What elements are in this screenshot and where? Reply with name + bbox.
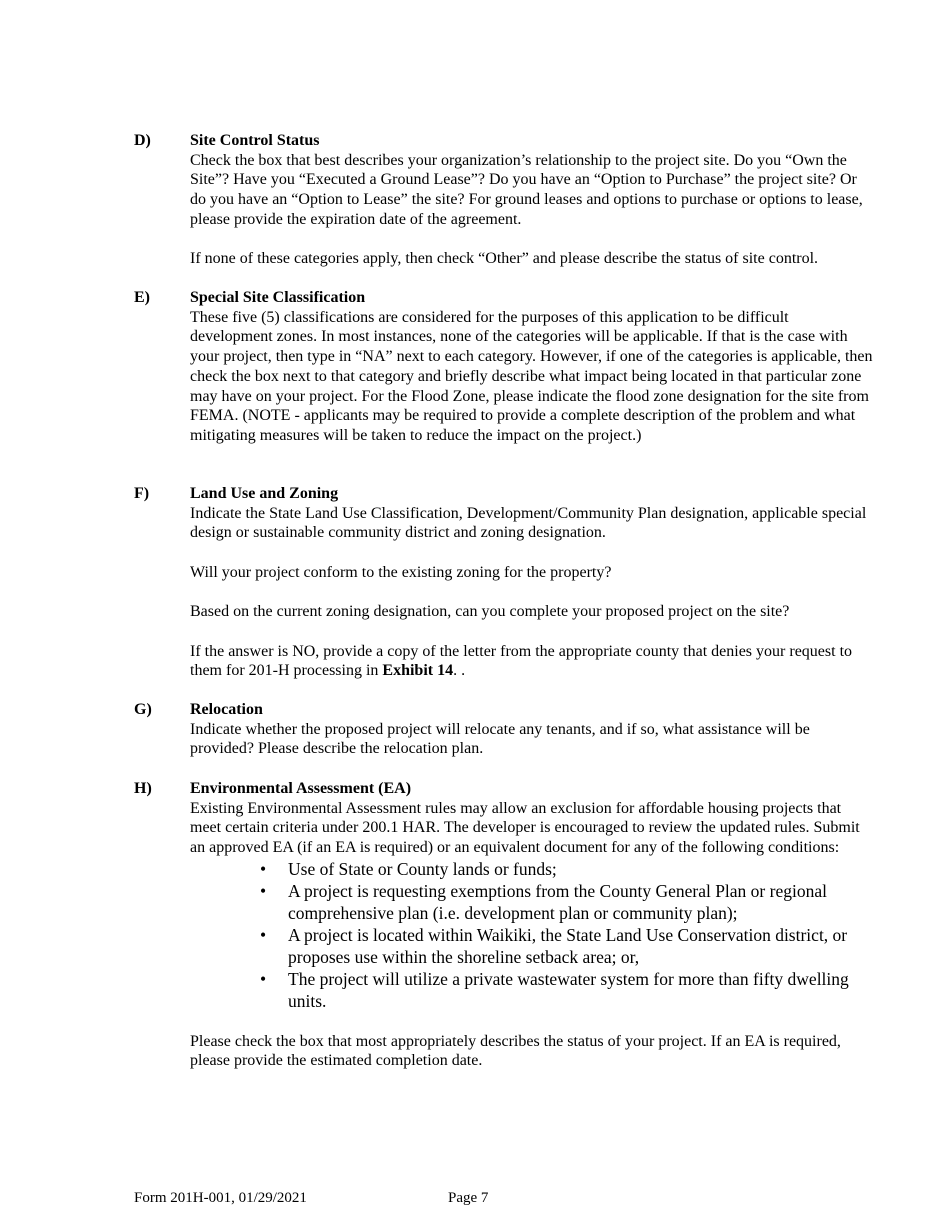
section-heading: Environmental Assessment (EA) <box>190 780 412 797</box>
conditions-list <box>260 858 874 1012</box>
bullet-icon: • <box>260 968 267 989</box>
list-item <box>260 924 874 968</box>
paragraph <box>190 642 874 681</box>
paragraph-text: . . <box>453 662 466 680</box>
section-body <box>190 131 874 269</box>
paragraph: If none of these categories apply, then check “Other” and please describe the status of site control. <box>190 250 819 268</box>
paragraph: Please check the box that most appropriately describes the status of your project. If an EA is required, please provide the estimated completion date. <box>190 1032 841 1070</box>
section-body <box>190 779 874 1071</box>
section-heading: Special Site Classification <box>190 289 366 306</box>
section-heading: Land Use and Zoning <box>190 485 339 502</box>
section-letter: H) <box>134 780 152 797</box>
list-item <box>260 858 874 880</box>
paragraph: Will your project conform to the existing zoning for the property? <box>190 563 612 581</box>
section-letter: F) <box>134 485 150 502</box>
list-item <box>260 968 874 1012</box>
paragraph: Indicate the State Land Use Classification, Development/Community Plan designation, applicable special design or sustainable community district and zoning designation. <box>190 504 867 542</box>
paragraph: These five (5) classifications are considered for the purposes of this application to be difficult development zones. In most instances, none of the categories will be applicable. If that is the case with your project, then type in “NA” next to each category. However, if one of the categories is applicable, then check the box next to that category and briefly describe what impact being located in that particular zone may have on your project. For the Flood Zone, please indicate the flood zone designation for the site from FEMA. (NOTE - applicants may be required to provide a complete description of the problem and what mitigating measures will be taken to reduce the impact on the project.) <box>190 308 873 444</box>
paragraph-text: If the answer is NO, provide a copy of the letter from the appropriate county that denies your request to them for 201-H processing in <box>190 642 853 680</box>
list-item <box>260 880 874 924</box>
paragraph: Indicate whether the proposed project will relocate any tenants, and if so, what assistance will be provided? Please describe the relocation plan. <box>190 720 810 758</box>
section-letter: E) <box>134 289 150 306</box>
paragraph: Existing Environmental Assessment rules may allow an exclusion for affordable housing projects that meet certain criteria under 200.1 HAR. The developer is encouraged to review the updated rules. Submit an approved EA (if an EA is required) or an equivalent document for any of the following conditions: <box>190 799 860 857</box>
section-body <box>190 484 874 681</box>
footer-page-number: Page 7 <box>448 1190 489 1206</box>
list-item-text: A project is requesting exemptions from the County General Plan or regional comprehensive plan (i.e. development plan or community plan); <box>288 880 827 923</box>
bullet-icon: • <box>260 880 267 901</box>
section-heading: Relocation <box>190 701 263 718</box>
list-item-text: A project is located within Waikiki, the State Land Use Conservation district, or proposes use within the shoreline setback area; or, <box>288 924 848 967</box>
section-letter: G) <box>134 701 152 718</box>
section-letter: D) <box>134 132 151 149</box>
section-body <box>190 700 874 759</box>
footer-form-id: Form 201H-001, 01/29/2021 <box>134 1190 307 1206</box>
section-heading: Site Control Status <box>190 132 320 149</box>
paragraph: Check the box that best describes your organization’s relationship to the project site. Do you “Own the Site”? Have you “Executed a Ground Lease”? Do you have an “Option to Purchase” the project site? Or do you have an “Option to Lease” the site? For ground leases and options to purchase or options to lease, please provide the expiration date of the agreement. <box>190 151 863 228</box>
bullet-icon: • <box>260 924 267 945</box>
paragraph: Based on the current zoning designation, can you complete your proposed project on the site? <box>190 603 790 621</box>
bullet-icon: • <box>260 858 267 879</box>
section-body <box>190 288 874 446</box>
list-item-text: Use of State or County lands or funds; <box>288 858 557 879</box>
list-item-text: The project will utilize a private wastewater system for more than fifty dwelling units. <box>288 968 849 1011</box>
exhibit-reference: Exhibit 14 <box>382 662 454 680</box>
